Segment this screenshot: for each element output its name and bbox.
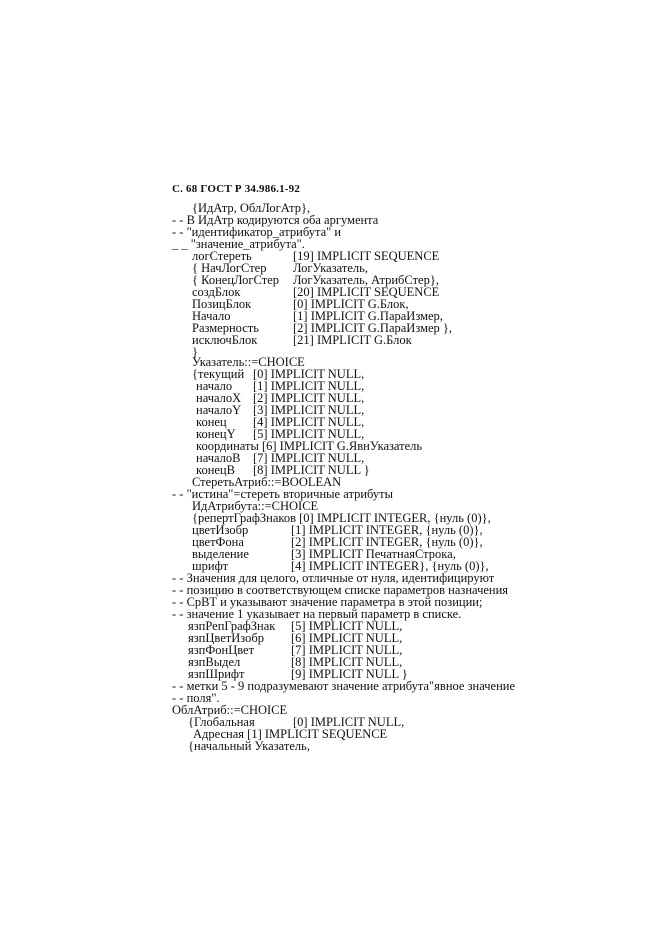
comment-line: - - метки 5 - 9 подразумевают значение атрибута"явное значение <box>172 679 516 693</box>
code-line-value: ЛогУказатель, АтрибСтер}, <box>293 273 439 287</box>
code-line-value: [1] IMPLICIT INTEGER, {нуль (0)}, <box>291 523 483 537</box>
code-line-value: [3] IMPLICIT NULL, <box>253 403 365 417</box>
code-line-label: конец <box>196 415 227 429</box>
code-line-label: язпШрифт <box>188 667 245 681</box>
code-line-label: Начало <box>192 309 231 323</box>
code-line-label: { КонецЛогСтер <box>192 273 279 287</box>
code-line-value: [19] IMPLICIT SEQUENCE <box>293 249 440 263</box>
page-header: С. 68 ГОСТ Р 34.986.1-92 <box>172 183 301 195</box>
code-line-label: логСтереть <box>192 249 252 263</box>
code-line: ОблАтриб::=CHOICE <box>172 703 288 717</box>
code-line-label: язпЦветИзобр <box>188 631 264 645</box>
code-line: } <box>192 345 198 359</box>
comment-line: - - Значения для целого, отличные от нуля, идентифицируют <box>172 571 495 585</box>
code-line-label: началоВ <box>196 451 241 465</box>
code-line-label: конецY <box>196 427 236 441</box>
code-line-value: [0] IMPLICIT NULL, <box>253 367 365 381</box>
code-line-value: [4] IMPLICIT INTEGER}, {нуль (0)}, <box>291 559 489 573</box>
code-line-value: [7] IMPLICIT NULL, <box>253 451 365 465</box>
code-line-value: [2] IMPLICIT G.ПараИзмер }, <box>293 321 453 335</box>
code-line-label: начало <box>196 379 233 393</box>
code-line-label: {текущий <box>192 367 245 381</box>
code-line-label: шрифт <box>192 559 229 573</box>
code-line-value: [8] IMPLICIT NULL } <box>253 463 370 477</box>
code-line-label: { НачЛогСтер <box>192 261 267 275</box>
code-line-label: выделение <box>192 547 249 561</box>
code-line-value: [8] IMPLICIT NULL, <box>291 655 403 669</box>
code-line-label: началоX <box>196 391 242 405</box>
code-line: {ИдАтр, ОблЛогАтр}, <box>192 201 311 215</box>
code-line-label: {Глобальная <box>188 715 255 729</box>
code-line-value: [1] IMPLICIT G.ПараИзмер, <box>293 309 443 323</box>
code-line-label: Размерность <box>192 321 259 335</box>
code-line-value: [0] IMPLICIT G.Блок, <box>293 297 409 311</box>
code-line-value: [7] IMPLICIT NULL, <box>291 643 403 657</box>
code-line: координаты [6] IMPLICIT G.ЯвнУказатель <box>196 439 423 453</box>
code-line-label: ПозицБлок <box>192 297 252 311</box>
code-line: ИдАтрибута::=CHOICE <box>192 499 319 513</box>
code-line-label: конецВ <box>196 463 235 477</box>
code-line-value: [9] IMPLICIT NULL } <box>291 667 408 681</box>
comment-line: - - поля". <box>172 691 220 705</box>
code-line-label: цветИзобр <box>192 523 249 537</box>
code-line: Адресная [1] IMPLICIT SEQUENCE <box>193 727 388 741</box>
code-line-value: [0] IMPLICIT NULL, <box>293 715 405 729</box>
comment-line: - - СрВТ и указывают значение параметра в этой позиции; <box>172 595 483 609</box>
code-line: СтеретьАтриб::=BOOLEAN <box>192 475 342 489</box>
code-line-value: [20] IMPLICIT SEQUENCE <box>293 285 440 299</box>
code-line-value: [1] IMPLICIT NULL, <box>253 379 365 393</box>
code-line: Указатель::=CHOICE <box>192 355 305 369</box>
code-line-value: ЛогУказатель, <box>293 261 368 275</box>
comment-line: _ _ "значение_атрибута". <box>172 237 305 251</box>
comment-line: - - позицию в соответствующем списке параметров назначения <box>172 583 509 597</box>
code-line-value: [3] IMPLICIT ПечатнаяСтрока, <box>291 547 456 561</box>
code-line-value: [2] IMPLICIT NULL, <box>253 391 365 405</box>
code-line-value: [4] IMPLICIT NULL, <box>253 415 365 429</box>
comment-line: - - "истина"=стереть вторичные атрибуты <box>172 487 394 501</box>
code-line-label: язпФонЦвет <box>188 643 255 657</box>
code-line-label: исключБлок <box>192 333 258 347</box>
code-line-label: началоY <box>196 403 242 417</box>
code-line-label: цветФона <box>192 535 244 549</box>
comment-line: - - значение 1 указывает на первый параметр в списке. <box>172 607 462 621</box>
code-line-value: [2] IMPLICIT INTEGER, {нуль (0)}, <box>291 535 483 549</box>
code-line-label: язпРепГрафЗнак <box>188 619 276 633</box>
code-line-value: [21] IMPLICIT G.Блок <box>293 333 412 347</box>
code-line: {начальный Указатель, <box>188 739 310 753</box>
code-line-label: создБлок <box>192 285 241 299</box>
code-line-label: язпВыдел <box>188 655 241 669</box>
comment-line: - - В ИдАтр кодируются оба аргумента <box>172 213 379 227</box>
comment-line: - - "идентификатор_атрибута" и <box>172 225 342 239</box>
code-line-value: [5] IMPLICIT NULL, <box>291 619 403 633</box>
code-line-value: [6] IMPLICIT NULL, <box>291 631 403 645</box>
code-line-value: [5] IMPLICIT NULL, <box>253 427 365 441</box>
code-line: {репертГрафЗнаков [0] IMPLICIT INTEGER, {нуль (0)}, <box>192 511 491 525</box>
